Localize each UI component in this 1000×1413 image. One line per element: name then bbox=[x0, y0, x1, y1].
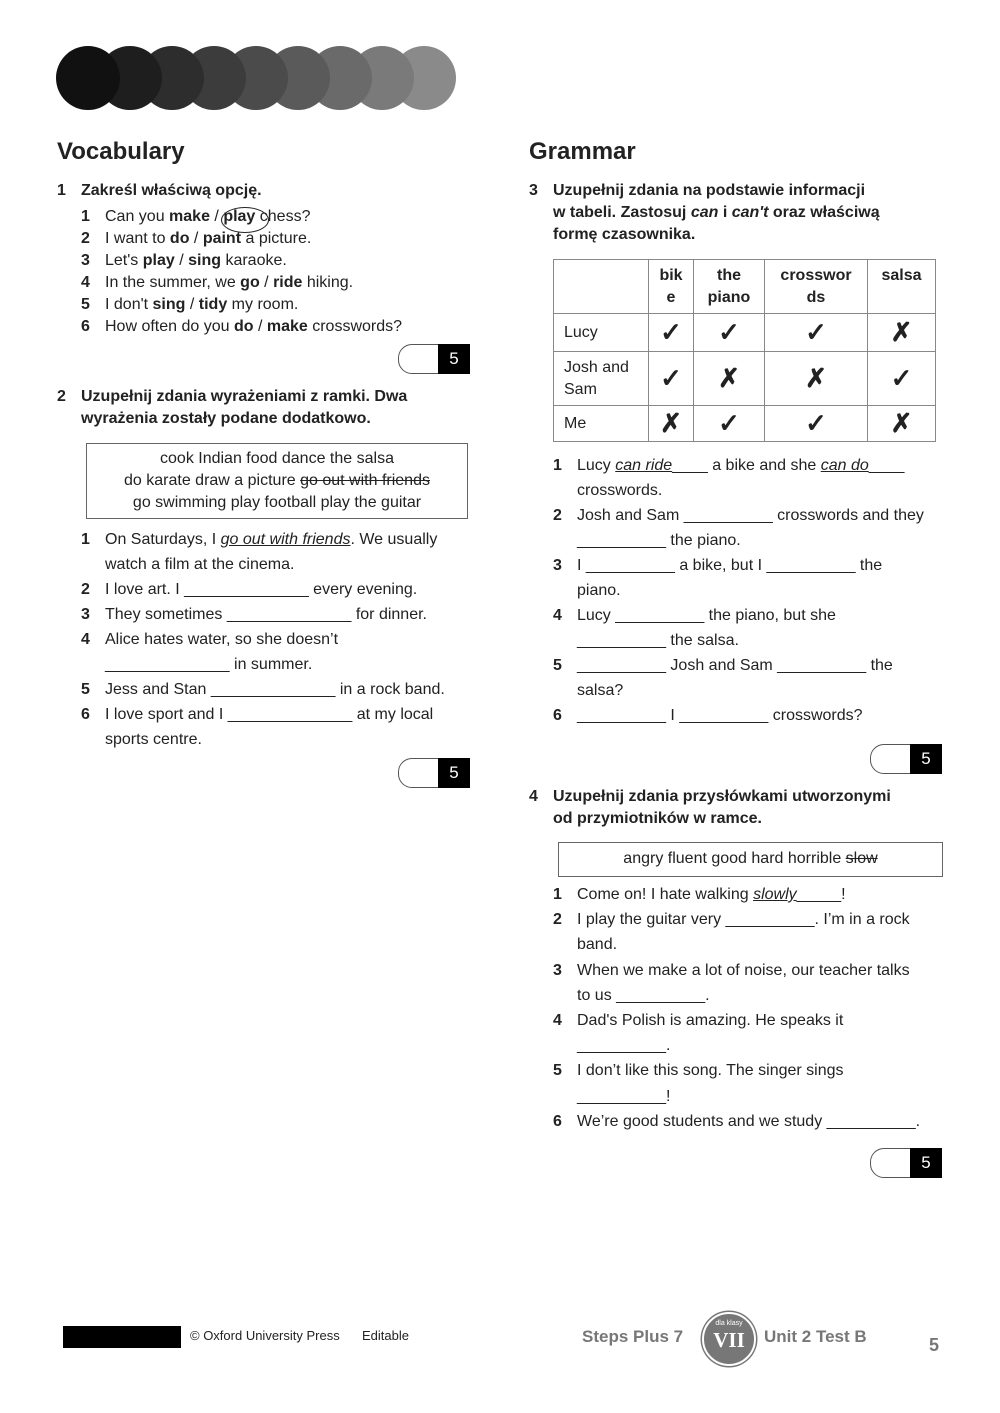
ability-table bbox=[553, 259, 936, 442]
list-item: 2 Josh and Sam __________ crosswords and they bbox=[553, 507, 924, 524]
exercise-number: 1 bbox=[57, 182, 66, 199]
list-item: band. bbox=[577, 936, 618, 954]
header-salsa: salsa bbox=[868, 260, 936, 314]
list-item: 4 Lucy __________ the piano, but she bbox=[553, 607, 836, 624]
header-bike: bik e bbox=[649, 260, 694, 314]
list-item: 5 Jess and Stan ______________ in a rock band. bbox=[81, 681, 445, 698]
exercise-1-instruction: 1 Zakreśl właściwą opcję. bbox=[57, 180, 477, 202]
list-item: 3 I __________ a bike, but I __________ the bbox=[553, 557, 883, 574]
list-item: 6 We’re good students and we study __________. bbox=[553, 1112, 921, 1130]
header-crosswords: crosswor ds bbox=[765, 260, 868, 314]
struck-example-phrase: go out with friends bbox=[300, 472, 430, 489]
list-item: 5 I don’t like this song. The singer sings bbox=[553, 1062, 844, 1080]
ability-mark: ✗ bbox=[868, 406, 936, 442]
score-value: 5 bbox=[910, 1148, 942, 1178]
ability-mark: ✓ bbox=[868, 352, 936, 406]
ability-mark: ✓ bbox=[765, 314, 868, 352]
answer-circle-mark bbox=[221, 207, 269, 233]
list-item: 2 I play the guitar very __________. I’m in a rock bbox=[553, 911, 910, 929]
exercise-2-instruction: 2 Uzupełnij zdania wyrażeniami z ramki. Dwa wyrażenia zostały podane dodatkowo. bbox=[57, 388, 408, 427]
header-circles-decoration bbox=[56, 46, 476, 110]
list-item: 4 Alice hates water, so she doesn’t bbox=[81, 631, 339, 648]
list-item: 6 How often do you do / make crosswords? bbox=[81, 318, 403, 335]
ability-mark: ✗ bbox=[765, 352, 868, 406]
row-label: Lucy bbox=[554, 314, 649, 352]
list-item: 3 When we make a lot of noise, our teacher talks bbox=[553, 961, 910, 979]
list-item: watch a film at the cinema. bbox=[105, 556, 295, 573]
decorative-circle bbox=[56, 46, 120, 110]
ability-mark: ✗ bbox=[868, 314, 936, 352]
row-label: Me bbox=[554, 406, 649, 442]
header-piano: the piano bbox=[694, 260, 765, 314]
list-item: sports centre. bbox=[105, 731, 202, 748]
list-item: 1 Come on! I hate walking slowly_____! bbox=[553, 886, 846, 903]
example-answer: can ride bbox=[615, 457, 673, 474]
list-item: __________. bbox=[577, 1037, 671, 1055]
ability-mark: ✓ bbox=[649, 352, 694, 406]
grammar-heading: Grammar bbox=[529, 138, 636, 165]
vocabulary-heading: Vocabulary bbox=[57, 138, 185, 165]
unit-title: Unit 2 Test B bbox=[764, 1327, 867, 1346]
ability-mark: ✓ bbox=[694, 406, 765, 442]
exercise-4-instruction: 4 Uzupełnij zdania przysłówkami utworzonymi od przymiotników w ramce. bbox=[529, 788, 891, 827]
list-item: 2 I love art. I ______________ every evening. bbox=[81, 581, 418, 598]
grade-badge-icon: dla klasy VII bbox=[702, 1312, 756, 1366]
list-item: crosswords. bbox=[577, 482, 663, 499]
ability-mark: ✓ bbox=[694, 314, 765, 352]
example-answer: go out with friends bbox=[220, 531, 351, 548]
table-header-row bbox=[554, 260, 936, 314]
table-row bbox=[554, 352, 936, 406]
score-value: 5 bbox=[910, 744, 942, 774]
table-row bbox=[554, 314, 936, 352]
struck-example-word: slow bbox=[845, 850, 878, 867]
score-box-ex1 bbox=[398, 344, 470, 374]
list-item: 5 I don't sing / tidy my room. bbox=[81, 296, 299, 313]
copyright-text: © Oxford University Press bbox=[190, 1328, 340, 1343]
list-item: __________! bbox=[577, 1087, 671, 1105]
exercise-3-instruction: 3 Uzupełnij zdania na podstawie informacji w tabeli. Zastosuj can i can't oraz właściwą formę czasownika. bbox=[529, 182, 880, 243]
list-item: 4 In the summer, we go / ride hiking. bbox=[81, 274, 354, 291]
list-item: 2 I want to do / paint a picture. bbox=[81, 230, 312, 247]
list-item: salsa? bbox=[577, 682, 624, 699]
exercise-number: 4 bbox=[529, 788, 538, 805]
exercise-number: 2 bbox=[57, 388, 66, 405]
list-item: __________ the salsa. bbox=[577, 632, 739, 649]
table-row bbox=[554, 406, 936, 442]
list-item: __________ the piano. bbox=[577, 532, 741, 549]
example-answer: can do bbox=[820, 457, 869, 474]
list-item: to us __________. bbox=[577, 986, 710, 1004]
score-box-ex3 bbox=[870, 744, 942, 774]
ability-mark: ✓ bbox=[765, 406, 868, 442]
editable-label: Editable bbox=[362, 1328, 409, 1343]
row-label: Josh and Sam bbox=[554, 352, 649, 406]
list-item: 1 Can you make / play chess? bbox=[81, 208, 311, 225]
word-box-ex4: angry fluent good hard horrible slow bbox=[558, 842, 943, 877]
score-box-ex2 bbox=[398, 758, 470, 788]
series-title: Steps Plus 7 bbox=[582, 1327, 684, 1346]
word-box-ex2: cook Indian food dance the salsa do karate draw a picture go out with friends go swimming play football play the guitar bbox=[86, 443, 468, 519]
list-item: 6 I love sport and I ______________ at my local bbox=[81, 706, 434, 723]
list-item: 6 __________ I __________ crosswords? bbox=[553, 707, 863, 724]
page-number: 5 bbox=[929, 1335, 940, 1355]
list-item: 1 On Saturdays, I go out with friends. We usually bbox=[81, 531, 438, 548]
list-item: 5 __________ Josh and Sam __________ the bbox=[553, 657, 893, 674]
score-box-ex4 bbox=[870, 1148, 942, 1178]
list-item: ______________ in summer. bbox=[105, 656, 313, 673]
list-item: piano. bbox=[577, 582, 621, 599]
ability-mark: ✗ bbox=[649, 406, 694, 442]
exercise-number: 3 bbox=[529, 182, 538, 199]
footer-black-bar bbox=[63, 1326, 181, 1348]
list-item: 3 They sometimes ______________ for dinner. bbox=[81, 606, 427, 623]
ability-mark: ✓ bbox=[649, 314, 694, 352]
list-item: 3 Let's play / sing karaoke. bbox=[81, 252, 287, 269]
ability-mark: ✗ bbox=[694, 352, 765, 406]
example-answer: slowly bbox=[753, 886, 797, 903]
list-item: 1 Lucy can ride____ a bike and she can do____ bbox=[553, 457, 905, 474]
list-item: 4 Dad's Polish is amazing. He speaks it bbox=[553, 1012, 844, 1029]
score-value: 5 bbox=[438, 344, 470, 374]
score-value: 5 bbox=[438, 758, 470, 788]
